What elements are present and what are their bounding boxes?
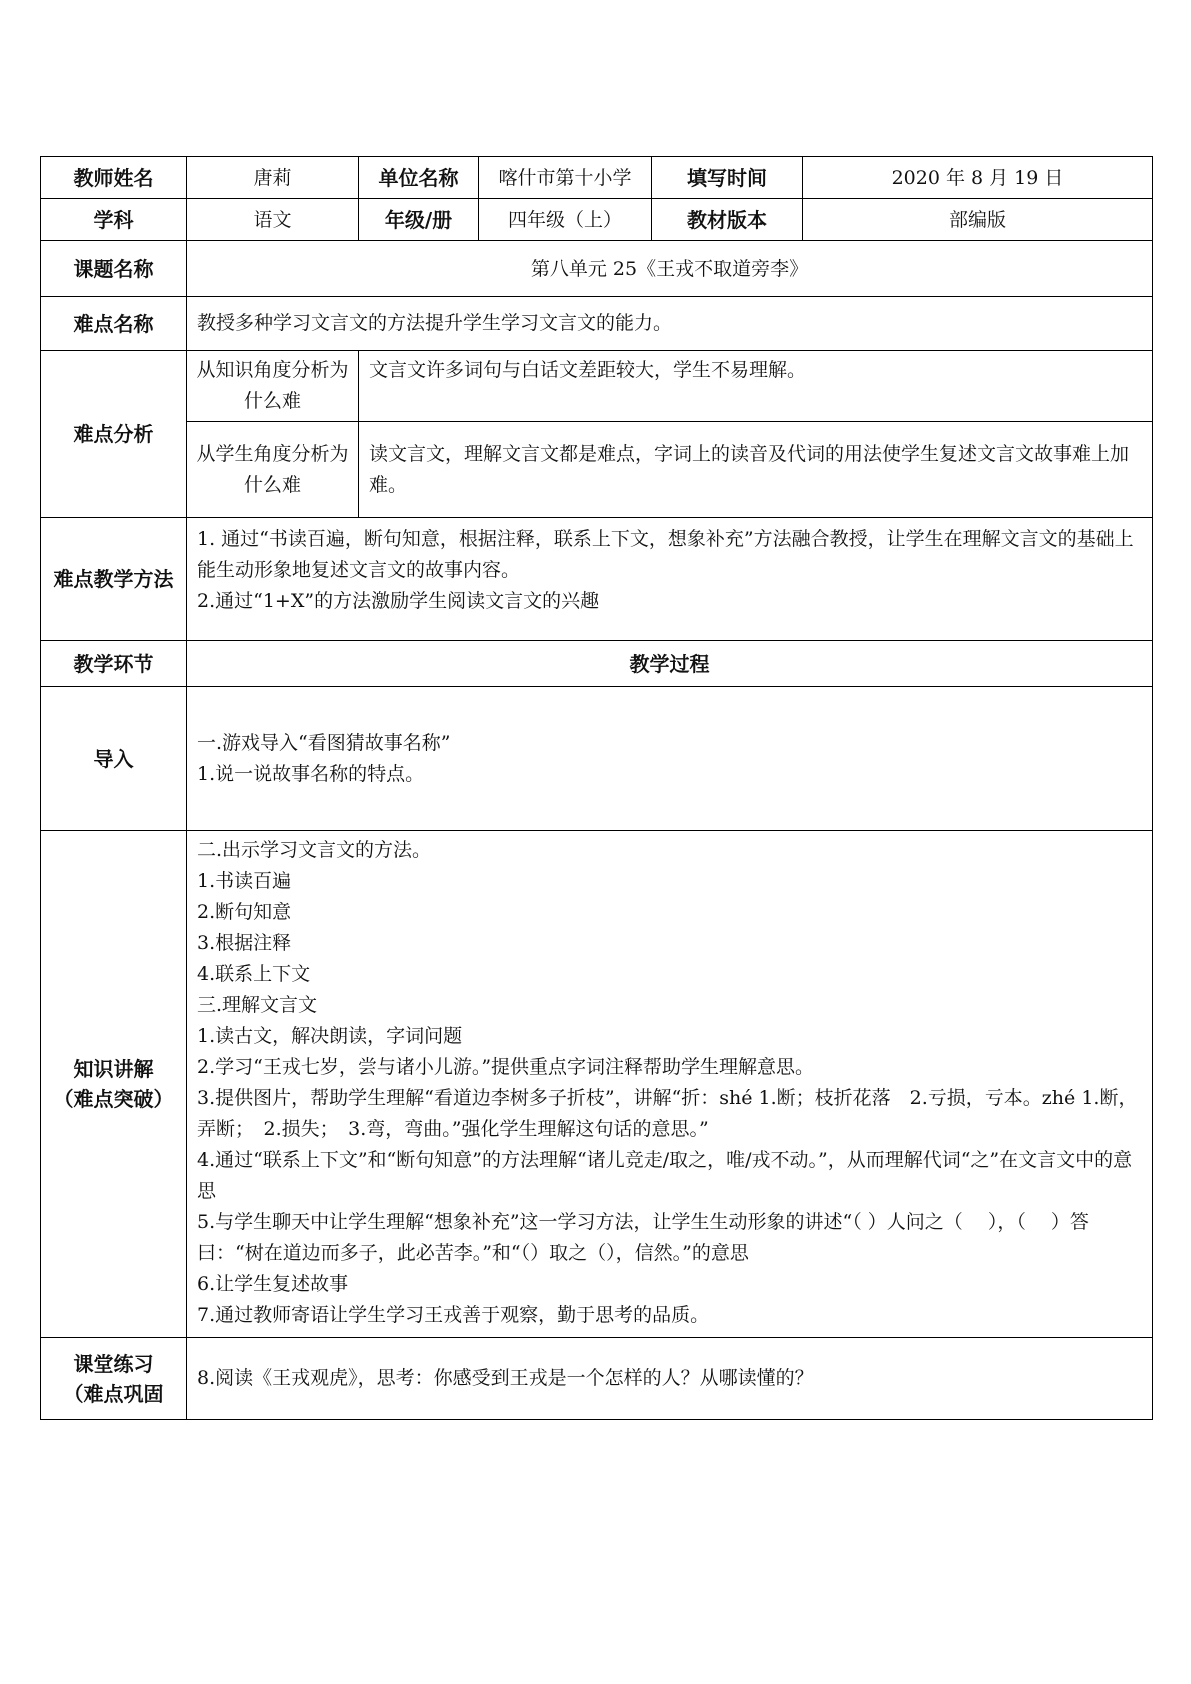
student-angle-label: 从学生角度分析为什么难 — [187, 422, 359, 518]
subject-label: 学科 — [41, 199, 187, 241]
teacher-name-label: 教师姓名 — [41, 157, 187, 199]
practice-label-line-1: 课堂练习 — [73, 1351, 154, 1376]
practice-content: 8.阅读《王戎观虎》，思考：你感受到王戎是一个怎样的人？从哪读懂的？ — [187, 1338, 1153, 1420]
edition-value: 部编版 — [803, 199, 1153, 241]
practice-row — [41, 1338, 1153, 1420]
unit-name-label: 单位名称 — [359, 157, 479, 199]
teacher-name-value: 唐莉 — [187, 157, 359, 199]
practice-label — [41, 1338, 187, 1420]
knowledge-line: 三.理解文言文 — [197, 994, 318, 1016]
intro-row — [41, 687, 1153, 831]
method-line-1: 1. 通过“书读百遍，断句知意，根据注释，联系上下文，想象补充”方法融合教授，让学生在理解文言文的基础上能生动形象地复述文言文的故事内容。 — [197, 528, 1134, 581]
analysis-knowledge-row — [41, 351, 1153, 422]
knowledge-line: 2.学习“王戎七岁，尝与诸小儿游。”提供重点字词注释帮助学生理解意思。 — [197, 1056, 815, 1078]
knowledge-label — [41, 831, 187, 1338]
knowledge-line: 1.书读百遍 — [197, 870, 292, 892]
topic-value: 第八单元 25《王戎不取道旁李》 — [187, 241, 1153, 297]
knowledge-line: 5.与学生聊天中让学生理解“想象补充”这一学习方法，让学生生动形象的讲述“（ ）人问之（ ），（ ）答曰：“树在道边而多子，此必苦李。”和“（）取之（），信然。”的意思 — [197, 1211, 1089, 1264]
analysis-label: 难点分析 — [41, 351, 187, 518]
fill-date-value: 2020 年 8 月 19 日 — [803, 157, 1153, 199]
fill-date-label: 填写时间 — [652, 157, 803, 199]
grade-value: 四年级（上） — [479, 199, 652, 241]
intro-line: 一.游戏导入“看图猜故事名称” — [197, 731, 451, 754]
method-line-2: 2.通过“1+X”的方法激励学生阅读文言文的兴趣 — [197, 590, 600, 612]
difficulty-label: 难点名称 — [41, 297, 187, 351]
knowledge-line: 4.联系上下文 — [197, 963, 311, 985]
intro-content — [187, 687, 1153, 831]
header-row-2 — [41, 199, 1153, 241]
subject-value: 语文 — [187, 199, 359, 241]
knowledge-line: 1.读古文，解决朗读，字词问题 — [197, 1025, 463, 1047]
knowledge-label-line-1: 知识讲解 — [73, 1057, 154, 1081]
topic-row — [41, 241, 1153, 297]
student-angle-value: 读文言文，理解文言文都是难点，字词上的读音及代词的用法使学生复述文言文故事难上加难。 — [359, 422, 1153, 518]
method-value — [187, 518, 1153, 641]
knowledge-line: 6.让学生复述故事 — [197, 1273, 349, 1295]
knowledge-line: 3.提供图片，帮助学生理解“看道边李树多子折枝”，讲解“折：shé 1.断；枝折花落 2.亏损，亏本。zhé 1.断，弄断； 2.损失； 3.弯，弯曲。”强化学生理解这句话的意思。” — [197, 1087, 1138, 1140]
difficulty-row — [41, 297, 1153, 351]
knowledge-line: 3.根据注释 — [197, 932, 292, 954]
knowledge-row — [41, 831, 1153, 1338]
edition-label: 教材版本 — [652, 199, 803, 241]
header-row-1 — [41, 157, 1153, 199]
method-label: 难点教学方法 — [41, 518, 187, 641]
topic-label: 课题名称 — [41, 241, 187, 297]
unit-name-value: 喀什市第十小学 — [479, 157, 652, 199]
lesson-plan-table — [40, 156, 1153, 1420]
practice-label-line-2: （难点巩固 — [63, 1381, 164, 1406]
grade-label: 年级/册 — [359, 199, 479, 241]
intro-label: 导入 — [41, 687, 187, 831]
process-header-row — [41, 641, 1153, 687]
knowledge-line: 7.通过教师寄语让学生学习王戎善于观察，勤于思考的品质。 — [197, 1304, 710, 1326]
method-row — [41, 518, 1153, 641]
knowledge-line: 4.通过“联系上下文”和“断句知意”的方法理解“诸儿竞走/取之，唯/戎不动。”，从而理解代词“之”在文言文中的意思 — [197, 1149, 1133, 1202]
process-step-label: 教学环节 — [41, 641, 187, 687]
lesson-plan-sheet — [40, 156, 1152, 1420]
knowledge-angle-label: 从知识角度分析为什么难 — [187, 351, 359, 422]
difficulty-value: 教授多种学习文言文的方法提升学生学习文言文的能力。 — [187, 297, 1153, 351]
knowledge-content — [187, 831, 1153, 1338]
knowledge-label-line-2: （难点突破） — [53, 1087, 174, 1111]
analysis-student-row — [41, 422, 1153, 518]
knowledge-line: 2.断句知意 — [197, 901, 292, 923]
knowledge-line: 二.出示学习文言文的方法。 — [197, 839, 432, 861]
knowledge-angle-value: 文言文许多词句与白话文差距较大，学生不易理解。 — [359, 351, 1153, 422]
intro-line: 1.说一说故事名称的特点。 — [197, 762, 425, 785]
process-content-label: 教学过程 — [187, 641, 1153, 687]
